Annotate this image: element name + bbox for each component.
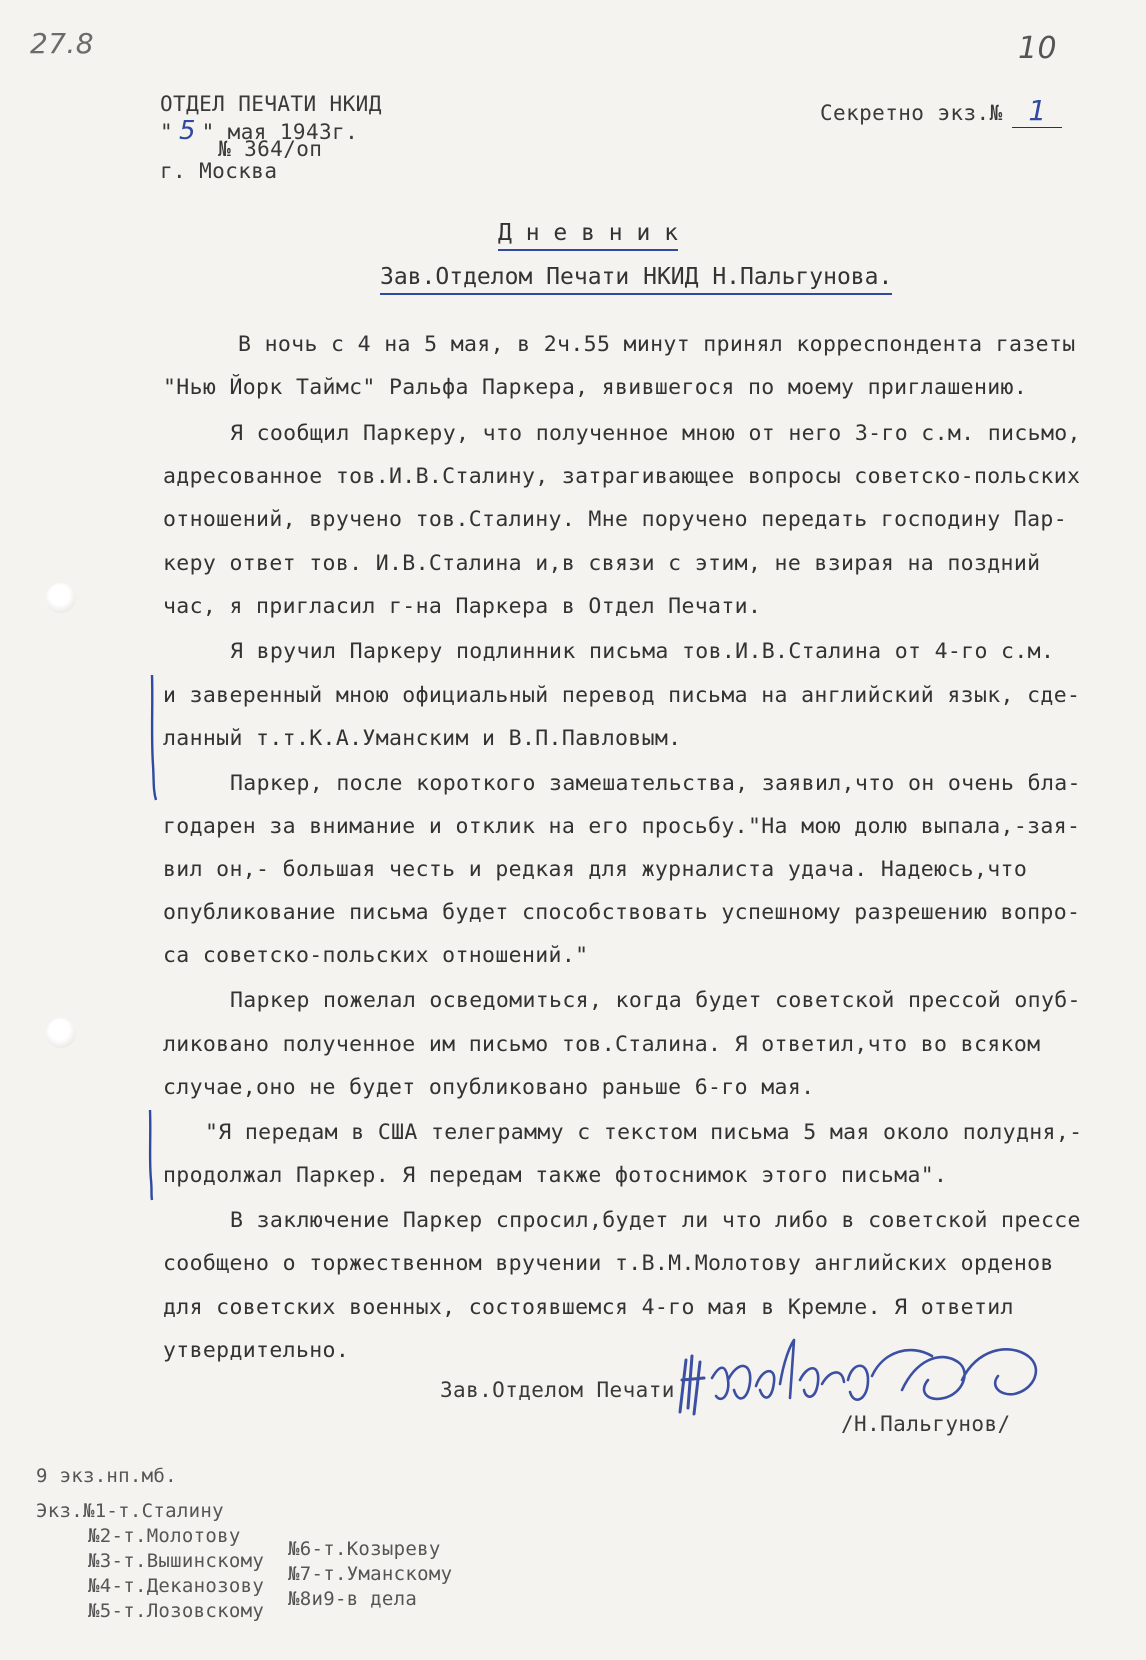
date-quote: " bbox=[160, 120, 174, 144]
department-name: ОТДЕЛ ПЕЧАТИ НКИД bbox=[160, 92, 382, 116]
body-line: сообщено о торжественном вручении т.В.М.Молотову английских орденов bbox=[163, 1251, 1054, 1276]
body-line: вил он,- большая честь и редкая для журналиста удача. Надеюсь,что bbox=[163, 857, 1028, 882]
page-number-mark: 10 bbox=[1018, 31, 1057, 66]
body-line: продолжал Паркер. Я передам также фотоснимок этого письма". bbox=[163, 1163, 948, 1188]
margin-mark bbox=[148, 675, 152, 800]
copy-number: 1 bbox=[1012, 94, 1062, 128]
body-line: Паркер, после короткого замешательства, заявил,что он очень бла- bbox=[230, 771, 1081, 796]
city: г. Москва bbox=[160, 159, 278, 183]
body-line: керу ответ тов. И.В.Сталина и,в связи с этим, не взирая на поздний bbox=[163, 551, 1041, 576]
body-line: "Нью Йорк Таймс" Ральфа Паркера, явившегося по моему приглашению. bbox=[163, 375, 1028, 400]
body-line: час, я пригласил г-на Паркера в Отдел Печати. bbox=[163, 594, 762, 619]
punch-hole bbox=[46, 1018, 76, 1048]
body-line: утвердительно. bbox=[163, 1338, 350, 1363]
body-line: ликовано полученное им письмо тов.Сталина. Я ответил,что во всяком bbox=[163, 1032, 1041, 1057]
distribution-item: №8и9-в дела bbox=[288, 1588, 418, 1610]
distribution-item: №3-т.Вышинскому bbox=[88, 1550, 265, 1572]
secret-mark bbox=[820, 94, 1062, 128]
body-line: "Я передам в США телеграмму с текстом письма 5 мая около полудня,- bbox=[205, 1120, 1083, 1145]
body-line: и заверенный мною официальный перевод письма на английский язык, сде- bbox=[163, 683, 1081, 708]
distribution-item: №5-т.Лозовскому bbox=[88, 1600, 265, 1622]
body-line: Я вручил Паркеру подлинник письма тов.И.В.Сталина от 4-го с.м. bbox=[230, 639, 1055, 664]
distribution-item: №6-т.Козыреву bbox=[288, 1538, 441, 1560]
title-diary-text: Д н е в н и к bbox=[498, 220, 678, 251]
title-author bbox=[380, 266, 892, 289]
title-diary bbox=[498, 222, 678, 245]
date-day: 5 bbox=[179, 116, 196, 146]
signature-position: Зав.Отделом Печати bbox=[440, 1378, 675, 1402]
body-line: годарен за внимание и отклик на его просьбу."На мою долю выпала,-зая- bbox=[163, 814, 1081, 839]
body-line: ланный т.т.К.А.Уманским и В.П.Павловым. bbox=[163, 726, 682, 751]
date-rest: " мая 1943г. bbox=[201, 120, 359, 144]
distribution-item: №4-т.Деканозову bbox=[88, 1575, 265, 1597]
body-line: В ночь с 4 на 5 мая, в 2ч.55 минут принял корреспондента газеты bbox=[238, 332, 1076, 357]
body-line: адресованное тов.И.В.Сталину, затрагивающее вопросы советско-польских bbox=[163, 464, 1081, 489]
title-author-text: Зав.Отделом Печати НКИД Н.Пальгунова. bbox=[380, 264, 892, 295]
distribution-item: №7-т.Уманскому bbox=[288, 1563, 453, 1585]
distribution-item: Экз.№1-т.Сталину bbox=[36, 1500, 224, 1522]
body-line: опубликование письма будет способствовать успешному разрешению вопро- bbox=[163, 900, 1081, 925]
body-line: са советско-польских отношений." bbox=[163, 943, 589, 968]
secret-label: Секретно экз.№ bbox=[820, 101, 1003, 125]
body-line: для советских военных, состоявшемся 4-го мая в Кремле. Я ответил bbox=[163, 1295, 1014, 1320]
signature-name: /Н.Пальгунов/ bbox=[841, 1412, 1011, 1436]
margin-mark bbox=[146, 1110, 150, 1200]
body-line: В заключение Паркер спросил,будет ли что либо в советской прессе bbox=[230, 1208, 1081, 1233]
body-line: отношений, вручено тов.Сталину. Мне поручено передать господину Пар- bbox=[163, 507, 1067, 532]
body-line: Паркер пожелал осведомиться, когда будет советской прессой опуб- bbox=[230, 988, 1081, 1013]
distribution-header: 9 экз.нп.мб. bbox=[36, 1465, 177, 1487]
document-number: № 364/оп bbox=[218, 137, 323, 161]
distribution-item: №2-т.Молотову bbox=[88, 1525, 241, 1547]
body-line: случае,оно не будет опубликовано раньше 6-го мая. bbox=[163, 1075, 815, 1100]
body-line: Я сообщил Паркеру, что полученное мною от него 3-го с.м. письмо, bbox=[230, 421, 1081, 446]
archive-mark-left: 27.8 bbox=[30, 27, 94, 60]
punch-hole bbox=[46, 583, 76, 613]
